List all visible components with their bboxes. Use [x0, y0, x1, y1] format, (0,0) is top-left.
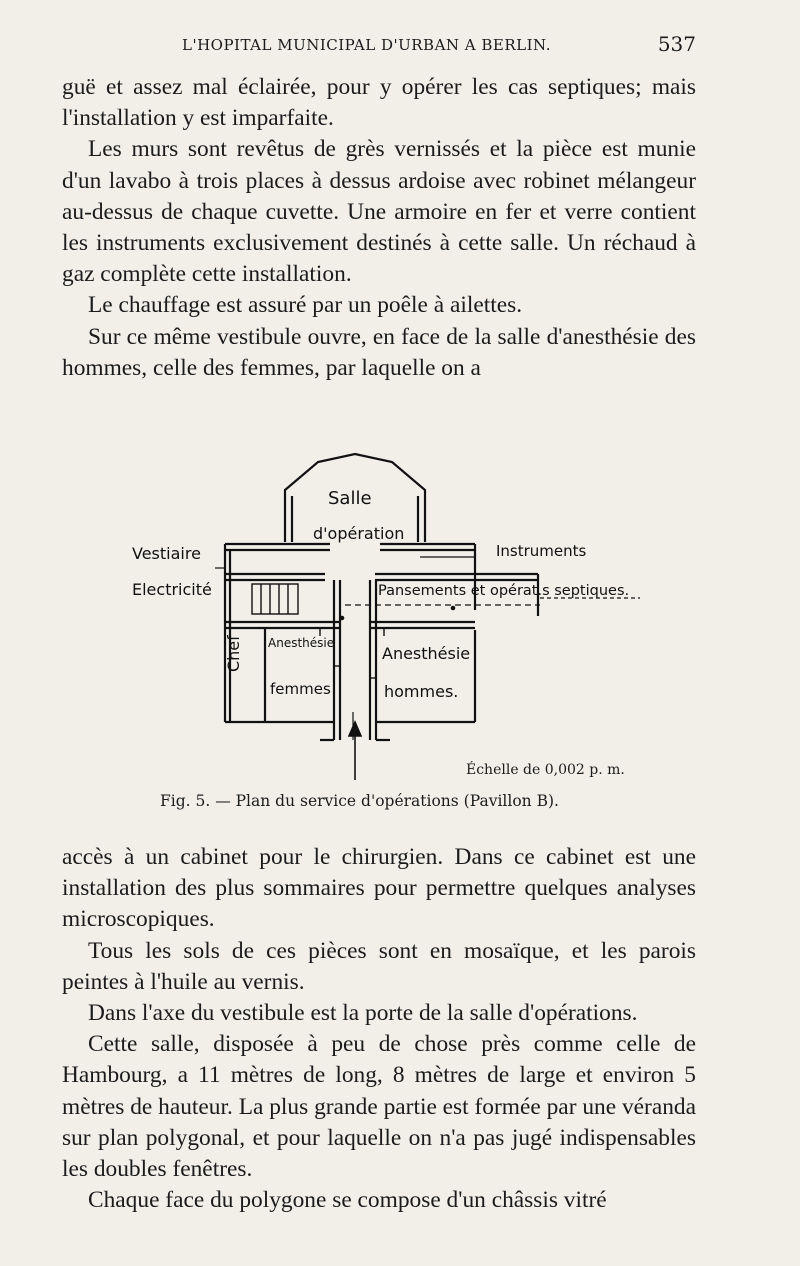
label-anesthesie-hommes-2: hommes.	[384, 682, 459, 701]
label-chef: Chef	[224, 635, 243, 672]
label-instruments: Instruments	[496, 542, 587, 560]
figure-caption: Fig. 5. — Plan du service d'opérations (Pavillon B).	[160, 792, 559, 810]
label-anesthesie-femmes-1: Anesthésie	[268, 636, 335, 650]
page-header	[62, 32, 696, 62]
paragraph: Cette salle, disposée à peu de chose près comme celle de Hambourg, a 11 mètres de long, 8 mètres de large et environ 5 mètres de hauteur. La plus grande partie est formée par une véranda sur plan polygonal, et pour laquelle on n'a pas jugé indispensables les doubles fenêtres.	[62, 1031, 696, 1183]
label-electricite: Electricité	[132, 580, 212, 599]
paragraph: Sur ce même vestibule ouvre, en face de la salle d'anesthésie des hommes, celle des femmes, par laquelle on a	[62, 323, 696, 381]
label-vestiaire: Vestiaire	[132, 544, 201, 563]
label-operation: d'opération	[313, 524, 405, 543]
body-text-bottom	[62, 842, 696, 1216]
page-number: 537	[657, 32, 696, 56]
floor-plan-drawing	[120, 440, 680, 790]
paragraph: accès à un cabinet pour le chirurgien. Dans ce cabinet est une installation des plus sommaires pour permettre quelques analyses microscopiques.	[62, 844, 696, 933]
label-pansements: Pansements et opérat.s septiques.	[378, 583, 630, 599]
paragraph: Tous les sols de ces pièces sont en mosaïque, et les parois peintes à l'huile au vernis.	[62, 937, 696, 995]
body-text-top	[62, 72, 696, 384]
label-anesthesie-hommes-1: Anesthésie	[382, 644, 471, 663]
paragraph: Dans l'axe du vestibule est la porte de la salle d'opérations.	[88, 1000, 638, 1027]
label-salle: Salle	[328, 488, 372, 509]
paragraph: Chaque face du polygone se compose d'un châssis vitré	[88, 1187, 607, 1214]
floor-plan-figure	[120, 440, 680, 790]
paragraph: guë et assez mal éclairée, pour y opérer les cas septiques; mais l'installation y est imparfaite.	[62, 74, 696, 132]
paragraph: Les murs sont revêtus de grès vernissés et la pièce est munie d'un lavabo à trois places à dessus ardoise avec robinet mélangeur au-dessus de chaque cuvette. Une armoire en fer et verre contient les instruments exclusivement destinés à cette salle. Un réchaud à gaz complète cette installation.	[62, 136, 696, 288]
label-anesthesie-femmes-2: femmes	[270, 680, 331, 698]
scale-note: Échelle de 0,002 p. m.	[466, 762, 625, 778]
running-head: L'HOPITAL MUNICIPAL D'URBAN A BERLIN.	[182, 36, 551, 54]
paragraph: Le chauffage est assuré par un poêle à ailettes.	[88, 292, 523, 319]
